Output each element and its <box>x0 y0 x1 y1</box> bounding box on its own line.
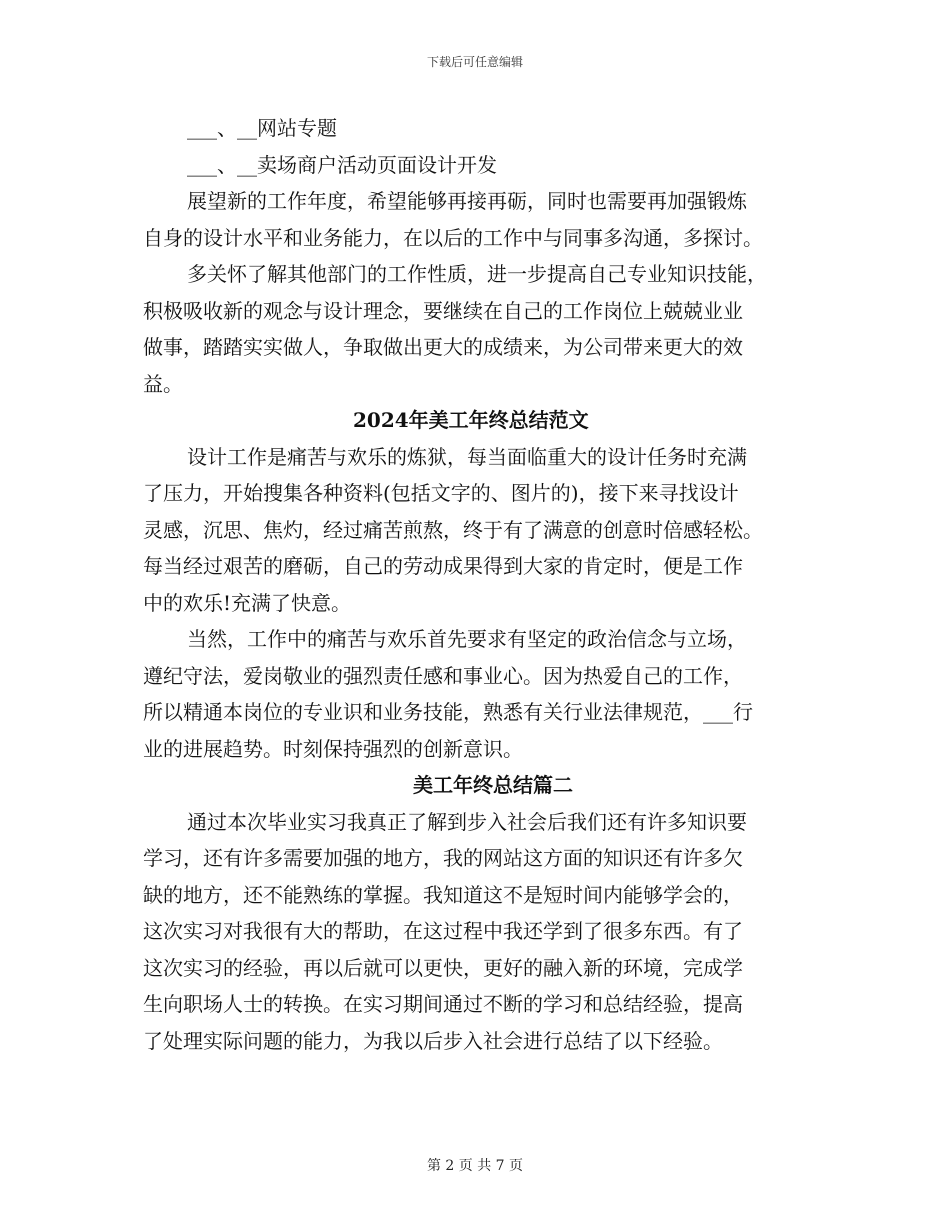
paragraph-line: 每当经过艰苦的磨砺，自己的劳动成果得到大家的肯定时，便是工作 <box>143 554 743 578</box>
paragraph-line: 所以精通本岗位的专业识和业务技能，熟悉有关行业法律规范，___行 <box>143 700 753 724</box>
list-item: ___、__网站专题 <box>187 116 337 140</box>
paragraph-line: 中的欢乐!充满了快意。 <box>143 590 352 615</box>
page-header-note: 下载后可任意编辑 <box>426 55 523 69</box>
paragraph-line: 这次实习对我很有大的帮助，在这过程中我还学到了很多东西。有了 <box>143 919 743 943</box>
paragraph-line: 通过本次毕业实习我真正了解到步入社会后我们还有许多知识要 <box>187 809 747 834</box>
paragraph-line: 益。 <box>143 371 183 396</box>
paragraph-line: 展望新的工作年度，希望能够再接再砺，同时也需要再加强锻炼 <box>187 189 747 213</box>
paragraph-line: 遵纪守法，爱岗敬业的强烈责任感和事业心。因为热爱自己的工作， <box>143 663 743 688</box>
list-item: ___、__卖场商户活动页面设计开发 <box>187 152 497 177</box>
paragraph-line: 生向职场人士的转换。在实习期间通过不断的学习和总结经验，提高 <box>143 992 743 1016</box>
document-body <box>143 110 808 1059</box>
paragraph-line: 当然，工作中的痛苦与欢乐首先要求有坚定的政治信念与立场， <box>187 627 747 651</box>
paragraph-line: 业的进展趋势。时刻保持强烈的创新意识。 <box>143 736 523 761</box>
paragraph-line: 灵感，沉思、焦灼，经过痛苦煎熬，终于有了满意的创意时倍感轻松。 <box>143 517 763 542</box>
paragraph-line: 了处理实际问题的能力，为我以后步入社会进行总结了以下经验。 <box>143 1028 723 1053</box>
section-heading: 2024年美工年终总结范文 <box>353 408 589 432</box>
paragraph-line: 学习，还有许多需要加强的地方，我的网站这方面的知识还有许多欠 <box>143 846 743 870</box>
paragraph-line: 这次实习的经验，再以后就可以更快，更好的融入新的环境，完成学 <box>143 955 743 980</box>
section-heading: 美工年终总结篇二 <box>413 773 573 797</box>
paragraph-line: 了压力，开始搜集各种资料(包括文字的、图片的)，接下来寻找设计 <box>143 481 739 505</box>
paragraph-line: 设计工作是痛苦与欢乐的炼狱，每当面临重大的设计任务时充满 <box>187 444 747 469</box>
paragraph-line: 自身的设计水平和业务能力，在以后的工作中与同事多沟通，多探讨。 <box>143 225 763 250</box>
paragraph-line: 多关怀了解其他部门的工作性质，进一步提高自己专业知识技能， <box>187 262 767 286</box>
page-number: 第 2 页 共 7 页 <box>426 1158 524 1174</box>
paragraph-line: 积极吸收新的观念与设计理念，要继续在自己的工作岗位上兢兢业业 <box>143 298 743 323</box>
paragraph-line: 做事，踏踏实实做人，争取做出更大的成绩来，为公司带来更大的效 <box>143 335 743 359</box>
paragraph-line: 缺的地方，还不能熟练的掌握。我知道这不是短时间内能够学会的， <box>143 882 743 907</box>
